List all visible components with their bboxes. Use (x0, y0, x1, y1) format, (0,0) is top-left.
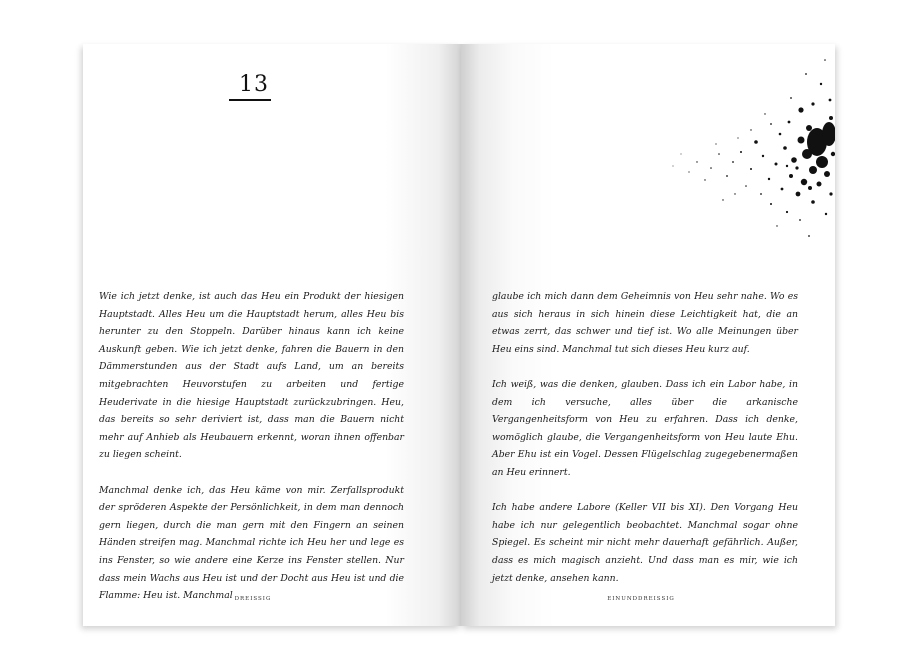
left-paragraph-1: Wie ich jetzt denke, ist auch das Heu ein Produkt der hiesigen Hauptstadt. Alles Heu um die Hauptstadt herum, alles Heu bis herunter zu den Stoppeln. Darüber hinaus kann ich keine Auskunft geben. Wie ich jetzt denke, fahren die Bauern in den Dämmerstunden aus der Stadt aufs Land, um an bereits mitgebrachten Heuvorstufen zu arbeiten und fertige Heuderivate in die hiesige Hauptstadt zurückzubringen. Heu, das bereits so sehr deriviert ist, dass man die Bauern nicht mehr auf Anhieb als Heubauern erkennt, woran ihnen offenbar zu liegen scheint. (99, 291, 404, 461)
left-page-body (99, 288, 404, 605)
right-page (461, 44, 835, 626)
chapter-underline (229, 99, 271, 101)
right-page-body (492, 288, 798, 587)
right-folio: EINUNDDREISSIG (607, 596, 675, 602)
left-folio: DREISSIG (234, 596, 272, 602)
right-paragraph-3: Ich habe andere Labore (Keller VII bis XI). Den Vorgang Heu habe ich nur gelegentlich beobachtet. Manchmal sogar ohne Spiegel. Es scheint mir nicht mehr dauerhaft gefährlich. Außer, dass es mich magisch anzieht. Und dass man es mir, wie ich jetzt denke, ansehen kann. (492, 502, 798, 584)
left-paragraph-2: Manchmal denke ich, das Heu käme von mir. Zerfallsprodukt der spröderen Aspekte der Persönlichkeit, in dem man dennoch gern liegen, durch die man gern mit den Fingern an seinen Händen streifen mag. Manchmal richte ich Heu her und lege es ins Fenster, so wie andere eine Kerze ins Fenster stellen. Nur dass mein Wachs aus Heu ist und der Docht aus Heu ist und die Flamme: Heu ist. Manchmal (99, 484, 404, 602)
left-page (83, 44, 461, 626)
right-paragraph-2: Ich weiß, was die denken, glauben. Dass ich ein Labor habe, in dem ich versuche, alles über die arkanische Vergangenheitsform von Heu zu erfahren. Dass ich denke, womöglich glaube, die Vergangenheitsform von Heu laute Ehu. Aber Ehu ist ein Vogel. Dessen Flügelschlag zugegebenermaßen an Heu erinnert. (492, 378, 798, 478)
ink-splatter-illustration (601, 44, 835, 264)
right-paragraph-1: glaube ich mich dann dem Geheimnis von Heu sehr nahe. Wo es aus sich heraus in sich hinein diese Leichtigkeit hat, die an etwas zerrt, das schwer und tief ist. Wo alle Meinungen über Heu eins sind. Manchmal tut sich dieses Heu kurz auf. (492, 291, 798, 355)
book-spread (83, 44, 835, 626)
chapter-number: 13 (239, 72, 269, 97)
